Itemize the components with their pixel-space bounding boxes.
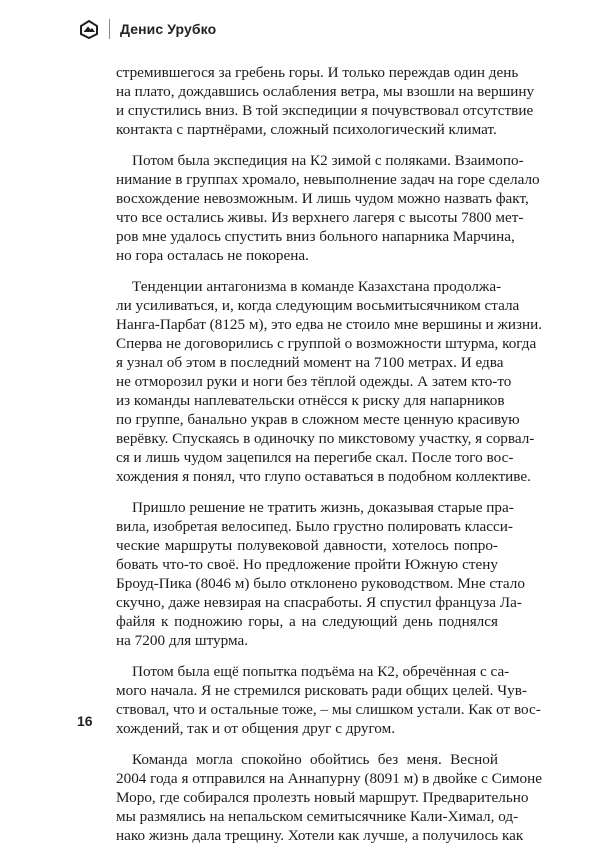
text-line: ческие маршруты полувековой давности, хотелось попро-	[116, 537, 498, 554]
text-line: вила, изобретая велосипед. Было грустно полировать класси-	[116, 518, 513, 535]
text-line: не отморозил руки и ноги без тёплой одежды. А затем кто-то	[116, 373, 512, 390]
text-line: Команда могла спокойно обойтись без меня. Весной	[132, 751, 498, 768]
text-line: ли усиливаться, и, когда следующим восьмитысячником стала	[116, 297, 520, 314]
text-line: ся и лишь чудом зацепился на перегибе скал. После того вос-	[116, 449, 514, 466]
author-name: Денис Урубко	[120, 21, 217, 37]
text-line: нимание в группах хромало, невыполнение задач на горе сделало	[116, 171, 540, 188]
text-line: ров мне удалось спустить вниз больного напарника Марчина,	[116, 228, 515, 245]
page-header	[79, 17, 216, 41]
mountain-logo-icon	[79, 19, 99, 39]
text-line: мы размялись на непальском семитысячнике Кали-Химал, од-	[116, 808, 519, 825]
paragraph	[116, 277, 543, 486]
text-line: Потом была экспедиция на К2 зимой с поляками. Взаимопо-	[132, 152, 524, 169]
paragraph	[116, 750, 542, 845]
text-line: Нанга-Парбат (8125 м), это едва не стоило мне вершины и жизни.	[116, 316, 543, 333]
text-line: Броуд-Пика (8046 м) было отклонено руководством. Мне стало	[116, 575, 525, 592]
text-line: по группе, банально украв в сложном месте ценную красивую	[116, 411, 520, 428]
text-line: восхождение невозможным. И лишь чудом можно назвать факт,	[116, 190, 529, 207]
text-line: бовать что-то своё. Но предложение пройти Южную стену	[116, 556, 498, 573]
text-line: из команды наплевательски отнёсся к риску для напарников	[116, 392, 505, 409]
page-number: 16	[77, 713, 93, 729]
text-line: Тенденции антагонизма в команде Казахстана продолжа-	[132, 278, 502, 295]
text-line: Моро, где собирался пролезть новый маршрут. Предварительно	[116, 789, 529, 806]
text-line: и спустились вниз. В той экспедиции я почувствовал отсутствие	[116, 102, 534, 119]
body-text	[116, 63, 543, 857]
header-divider	[109, 19, 110, 39]
paragraph	[116, 63, 535, 139]
text-line: хождений, так и от общения друг с другом.	[116, 720, 396, 737]
text-line: контакта с партнёрами, сложный психологический климат.	[116, 121, 497, 138]
paragraph	[116, 498, 525, 650]
text-line: ствовал, что и остальные тоже, – мы слишком устали. Как от вос-	[116, 701, 541, 718]
paragraph	[116, 151, 540, 265]
text-line: нако жизнь дала трещину. Хотели как лучше, а получилось как	[116, 827, 524, 844]
text-line: хождения я понял, что глупо оставаться в подобном коллективе.	[116, 468, 531, 485]
paragraph	[116, 662, 541, 738]
text-line: Пришло решение не тратить жизнь, доказывая старые пра-	[132, 499, 514, 516]
text-line: но гора осталась не покорена.	[116, 247, 309, 264]
text-line: на 7200 для штурма.	[116, 632, 249, 649]
text-line: на плато, дождавшись ослабления ветра, мы взошли на вершину	[116, 83, 535, 100]
text-line: что все остались живы. Из верхнего лагеря с высоты 7800 мет-	[116, 209, 524, 226]
text-line: Потом была ещё попытка подъёма на К2, обречённая с са-	[132, 663, 510, 680]
text-line: скучно, даже невзирая на спасработы. Я спустил француза Ла-	[116, 594, 522, 611]
text-line: Сперва не договорились с группой о возможности штурма, когда	[116, 335, 537, 352]
text-line: я узнал об этом в последний момент на 7100 метрах. И едва	[116, 354, 504, 371]
text-line: 2004 года я отправился на Аннапурну (8091 м) в двойке с Симоне	[116, 770, 542, 787]
text-line: стремившегося за гребень горы. И только переждав один день	[116, 64, 519, 81]
text-line: верёвку. Спускаясь в одиночку по микстовому участку, я сорвал-	[116, 430, 535, 447]
text-line: файля к подножию горы, а на следующий день поднялся	[116, 613, 498, 630]
text-line: мого начала. Я не стремился рисковать ради общих целей. Чув-	[116, 682, 527, 699]
